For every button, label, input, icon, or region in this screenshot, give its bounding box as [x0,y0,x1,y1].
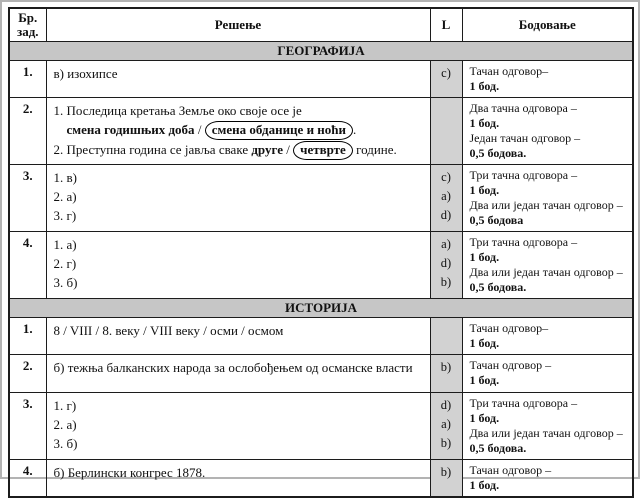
table-row-hist-4 [9,460,633,498]
latin-cell [430,165,462,232]
scoring-line: 0,5 бодова. [469,146,527,160]
latin-letter: b) [440,436,452,450]
scoring-line: 1 бод. [469,411,500,425]
solution-line: 3. г) [53,208,77,223]
solution-line: 1. г) [53,398,77,413]
latin-letter: c) [441,66,451,80]
solution-text: . [353,122,357,137]
task-number: 2. [9,98,46,165]
solution-line: в) изохипсе [53,66,118,81]
col-header-task-number [9,8,46,42]
scoring-cell [462,355,633,393]
solution-cell [46,165,430,232]
solution-cell [46,393,430,460]
section-row-history [9,299,633,318]
solution-circled-text: четврте [293,141,353,160]
scoring-line: 1 бод. [469,336,500,350]
scoring-cell [462,61,633,98]
latin-cell-empty [430,98,462,165]
solution-circled-text: смена обданице и ноћи [205,121,353,140]
latin-letter: a) [441,237,451,251]
task-number: 4. [9,460,46,498]
latin-letter: a) [441,189,451,203]
task-number: 3. [9,165,46,232]
solution-line: 2. г) [53,256,77,271]
latin-letter: d) [440,256,452,270]
solution-line: 2. а) [53,189,77,204]
scoring-cell [462,393,633,460]
scoring-cell [462,318,633,355]
scoring-line: 1 бод. [469,478,500,492]
task-number: 2. [9,355,46,393]
scoring-cell [462,165,633,232]
task-number: 1. [9,318,46,355]
table-row-geo-4 [9,232,633,299]
table-row-geo-2 [9,98,633,165]
solution-bold-text: смена годишњих доба [66,122,195,137]
latin-cell [430,460,462,498]
solution-line: б) тежња балканских народа за ослобођењем од османске власти [53,360,413,375]
table-row-geo-3 [9,165,633,232]
latin-letter: b) [440,275,452,289]
scoring-line: Два или један тачан одговор – [469,198,623,212]
solution-line: 3. б) [53,436,78,451]
solution-separator: / [282,142,294,157]
scoring-line: 0,5 бодова [469,213,524,227]
latin-cell [430,355,462,393]
solution-cell [46,355,430,393]
solution-separator: / [194,122,205,137]
scoring-line: Тачан одговор– [469,321,549,335]
scoring-line: 1 бод. [469,250,500,264]
solution-line: 8 / VIII / 8. веку / VIII веку / осми / осмом [53,323,284,338]
scoring-line: 1 бод. [469,116,500,130]
scoring-line: 1 бод. [469,373,500,387]
scoring-line: Један тачан одговор – [469,131,581,145]
solution-line: 1. а) [53,237,77,252]
answer-key-table [8,7,634,498]
scoring-line: Два или један тачан одговор – [469,265,623,279]
solution-line [54,120,425,140]
section-title-history: ИСТОРИЈА [9,299,633,318]
scoring-line: Два тачна одговора – [469,101,577,115]
task-number: 4. [9,232,46,299]
solution-line: 1. Последица кретања Земље око своје осе је [53,103,302,118]
scoring-line: Тачан одговор – [469,358,552,372]
latin-letter: d) [440,208,452,222]
section-title-geography: ГЕОГРАФИЈА [9,42,633,61]
scoring-cell [462,98,633,165]
table-header-row [9,8,633,42]
scoring-line: 0,5 бодова. [469,441,527,455]
solution-line: 1. в) [53,170,77,185]
solution-line: 3. б) [53,275,78,290]
col-header-task-number-line2: зад. [16,24,39,39]
col-header-solution: Решење [46,8,430,42]
scoring-line: Два или један тачан одговор – [469,426,623,440]
latin-cell [430,232,462,299]
scoring-line: Тачан одговор– [469,64,549,78]
latin-letter: b) [440,465,452,479]
col-header-task-number-line1: Бр. [18,10,38,25]
task-number: 1. [9,61,46,98]
scoring-line: 1 бод. [469,183,500,197]
latin-letter: a) [441,417,451,431]
task-number: 3. [9,393,46,460]
solution-text: 2. Преступна година се јавља сваке [53,142,252,157]
solution-line: 2. а) [53,417,77,432]
latin-letter: c) [441,170,451,184]
scoring-line: 1 бод. [469,79,500,93]
col-header-latin: L [430,8,462,42]
solution-cell [46,98,430,165]
scoring-cell [462,232,633,299]
table-row-hist-1 [9,318,633,355]
scoring-cell [462,460,633,498]
solution-line [54,140,425,160]
latin-cell-empty [430,318,462,355]
scoring-line: Три тачна одговора – [469,396,578,410]
solution-text: године. [352,142,397,157]
scoring-line: Три тачна одговора – [469,168,578,182]
col-header-scoring: Бодовање [462,8,633,42]
latin-letter: b) [440,360,452,374]
solution-cell [46,318,430,355]
scoring-line: Три тачна одговора – [469,235,578,249]
latin-cell [430,393,462,460]
table-row-geo-1 [9,61,633,98]
table-row-hist-3 [9,393,633,460]
solution-line: б) Берлински конгрес 1878. [53,465,206,480]
scoring-line: 0,5 бодова. [469,280,527,294]
latin-letter: d) [440,398,452,412]
solution-cell [46,61,430,98]
solution-cell [46,460,430,498]
solution-cell [46,232,430,299]
section-row-geography [9,42,633,61]
scoring-line: Тачан одговор – [469,463,552,477]
latin-cell [430,61,462,98]
solution-bold-text: друге [251,142,283,157]
table-row-hist-2 [9,355,633,393]
